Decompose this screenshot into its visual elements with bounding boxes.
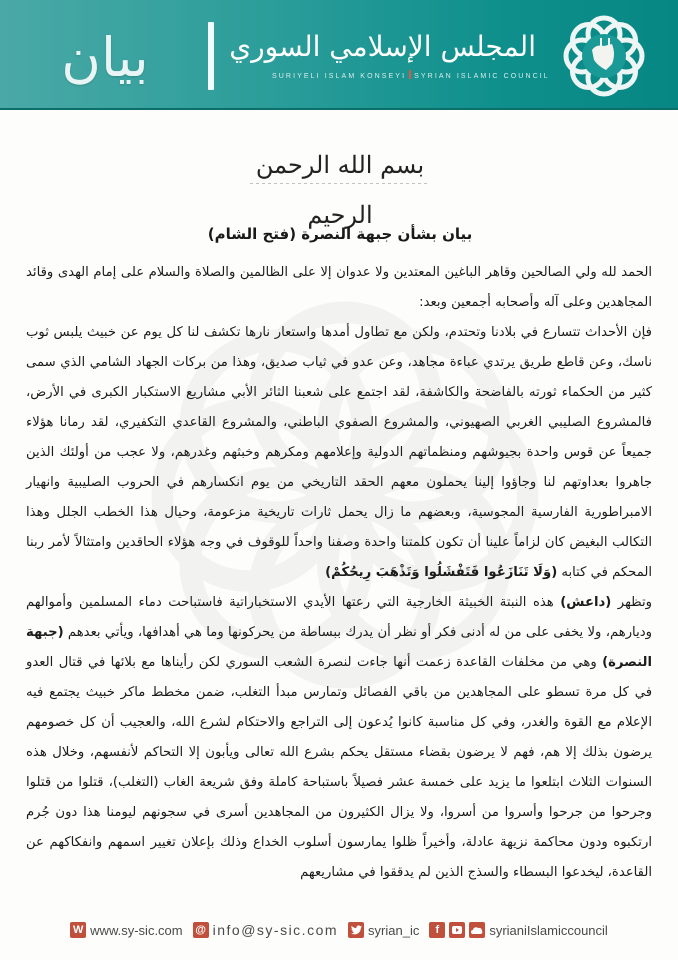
- website-text: www.sy-sic.com: [90, 922, 183, 938]
- twitter-link[interactable]: [348, 922, 419, 938]
- twitter-handle: syrian_ic: [368, 922, 420, 938]
- email-link[interactable]: [193, 922, 338, 938]
- document-title: بيان بشأن جبهة النصرة (فتح الشام): [207, 225, 473, 243]
- document-body: [26, 258, 652, 888]
- twitter-icon: [348, 922, 364, 938]
- paragraph-text: هذه النبتة الخبيثة الخارجية التي رعتها الأيدي الاستخباراتية فاستباحت دماء المسلمين وأموالهم وديارهم، ولا يخفى على من له أدنى فكر أو نظر أن يدرك ببساطة من يحركونها وما هي أهدافها، ويأتي بعدهم: [26, 595, 652, 640]
- facebook-icon[interactable]: f: [429, 922, 445, 938]
- youtube-icon[interactable]: [449, 922, 465, 938]
- contact-footer: [0, 910, 678, 950]
- paragraph: [26, 588, 652, 888]
- paragraph-text: فإن الأحداث تتسارع في بلادنا وتحتدم، ولكن مع تطاول أمدها واستعار نارها تكشف لنا كل يوم عن خبيث يلبس ثوب ناسك، وعن قاطع طريق يرتدي عباءة مجاهد، وعن عدو في ثياب صديق، وهذا من بركات الجهاد الشامي الذي سمى كثير من الحكماء ثورته بالفاضحة والكاشفة، لقد اجتمع على شعبنا الثائر الأبي مشاريع الاستكبار الكبرى في الأرض، فالمشروع الصليبي الغربي الصهيوني، والمشروع الصفوي الباطني، والمشروع القاعدي التكفيري، لقد رمانا هؤلاء جميعاً عن قوس واحدة بجيوشهم ومنظماتهم الدولية وإعلامهم ومكرهم وخبثهم وغدرهم، ولا عجب من أولئك الذين جاهروا بعداوتهم لنا وجاؤوا إلينا يحملون معهم الحقد التاريخي من يوم انكسارهم في الحروب الصليبية وانهيار الامبراطورية الفارسية المجوسية، وبعضهم ما زال يحمل ثارات تاريخية مزعومة، وحيال هذا الخطب الجلل وهذا التكالب البغيض كان لزاماً علينا أن تكون كلمتنا واحدة وصفنا واحداً للوقوف في وجه هؤلاء الحاقدين وامتثالاً لأمر ربنا المحكم في كتابه: [26, 325, 652, 580]
- social-links[interactable]: [429, 922, 607, 938]
- email-text: info@sy-sic.com: [212, 922, 339, 938]
- statement-label: بيان: [61, 26, 149, 89]
- name-separator: [409, 70, 411, 79]
- org-name-turkish: SURIYELI ISLAM KONSEYI: [272, 73, 407, 80]
- paragraph: [26, 318, 652, 588]
- quran-quote: (وَلَا تَنَازَعُوا فَتَفْشَلُوا وَتَذْهَبَ رِيحُكُمْ): [325, 565, 558, 580]
- council-emblem-icon: [562, 14, 646, 98]
- basmala-calligraphy: بسم الله الرحمن الرحيم: [230, 140, 450, 190]
- website-icon: W: [70, 922, 86, 938]
- header-divider: [208, 22, 214, 90]
- website-link[interactable]: [70, 922, 182, 938]
- email-icon: @: [193, 922, 209, 938]
- header-banner: [0, 0, 678, 110]
- social-handle: syrianiIslamiccouncil: [489, 922, 608, 938]
- paragraph-text: وهي من مخلفات القاعدة زعمت أنها جاءت لنصرة الشعب السوري لكن رأيناها مع بلائها في قتال العدو في كل مرة تسطو على المجاهدين من باقي الفصائل وتمارس مبدأ التغلب، ضمن مخطط ماكر خبيث يجتمع فيه الإعلام مع القوة والغدر، وفي كل مناسبة كانوا يُدعون إلى التراجع والاحتكام لشرع الله، والعجيب أن كل خصومهم يرضون بذلك إلا هم، فهم لا يرضون بقضاء مستقل يحكم بشرع الله تعالى ويأبون إلا التحاكم لأنفسهم، وخلال هذه السنوات الثلاث ابتلعوا ما يزيد على خمسة عشر فصيلاً باستباحة كاملة وفق شريعة الغاب (التغلب)، قتلوا من قتلوا وجرحوا من جرحوا وأسروا من أسروا، ولا يزال الكثيرون من المجاهدين أسرى في سجونهم ليومنا هذا دون جُرم ارتكبوه ودون محاكمة نزيهة عادلة، وأخيراً ظلوا يمارسون أسلوب الخداع وذلك بإعلان تغيير اسمهم وانفكاكهم عن القاعدة، ليخدعوا البسطاء والسذج الذين لم يدققوا في مشاريعهم: [26, 655, 652, 880]
- daesh-label: (داعش): [560, 595, 612, 610]
- org-name-english: SYRIAN ISLAMIC COUNCIL: [414, 73, 550, 80]
- opening-paragraph: الحمد لله ولي الصالحين وقاهر الباغين المعتدين ولا عدوان إلا على الظالمين والصلاة والسلام على إمام الهدى وقائد المجاهدين وعلى آله وأصحابه أجمعين وبعد:: [26, 265, 652, 310]
- soundcloud-icon[interactable]: [469, 922, 485, 938]
- paragraph-text: وتظهر: [611, 595, 653, 610]
- nusra-label: (جبهة النصرة): [26, 625, 652, 670]
- org-name-latin: [272, 70, 550, 84]
- org-name-arabic: المجلس الإسلامي السوري: [229, 30, 536, 63]
